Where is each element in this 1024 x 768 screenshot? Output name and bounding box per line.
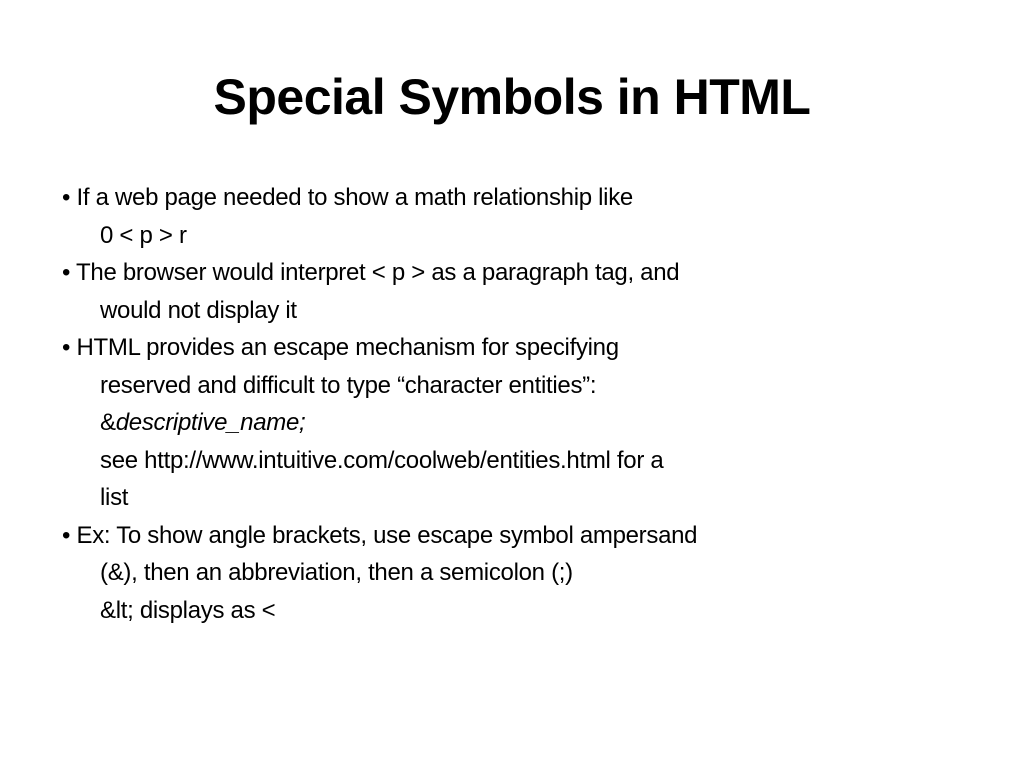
bullet-text: If a web page needed to show a math relationship like: [76, 184, 633, 211]
bullet-continuation-line: (&), then an abbreviation, then a semicolon (;): [100, 559, 573, 586]
bullet-continuation-line: 0 < p > r: [100, 221, 187, 249]
bullet-item: [62, 517, 862, 630]
bullet-continuation-line: would not display it: [100, 296, 297, 324]
bullet-continuation-line: &lt; displays as <: [100, 596, 276, 624]
bullet-item: [62, 254, 862, 329]
slide-body: [62, 179, 862, 629]
bullet-first-line: [62, 517, 862, 555]
bullet-dot-icon: •: [62, 259, 71, 286]
bullet-first-line: [62, 329, 862, 367]
bullet-first-line: [62, 254, 862, 292]
bullet-text: HTML provides an escape mechanism for specifying: [76, 334, 619, 361]
bullet-continuation-line: reserved and difficult to type “character entities”:: [100, 371, 597, 399]
bullet-dot-icon: •: [62, 334, 71, 361]
bullet-continuation-line: see http://www.intuitive.com/coolweb/entities.html for a: [100, 446, 664, 474]
entity-prefix: &: [100, 409, 116, 436]
bullet-item: [62, 329, 862, 517]
bullet-dot-icon: •: [62, 521, 71, 549]
entity-syntax-line: [62, 404, 862, 442]
bullet-text: Ex: To show angle brackets, use escape symbol ampersand: [76, 521, 698, 549]
bullet-item: [62, 179, 862, 254]
bullet-text: The browser would interpret < p > as a paragraph tag, and: [76, 259, 680, 286]
slide-title: Special Symbols in HTML: [213, 69, 811, 125]
entity-name: descriptive_name;: [115, 409, 306, 436]
bullet-continuation-line: list: [100, 484, 129, 511]
bullet-first-line: [62, 179, 862, 217]
bullet-dot-icon: •: [62, 184, 71, 211]
